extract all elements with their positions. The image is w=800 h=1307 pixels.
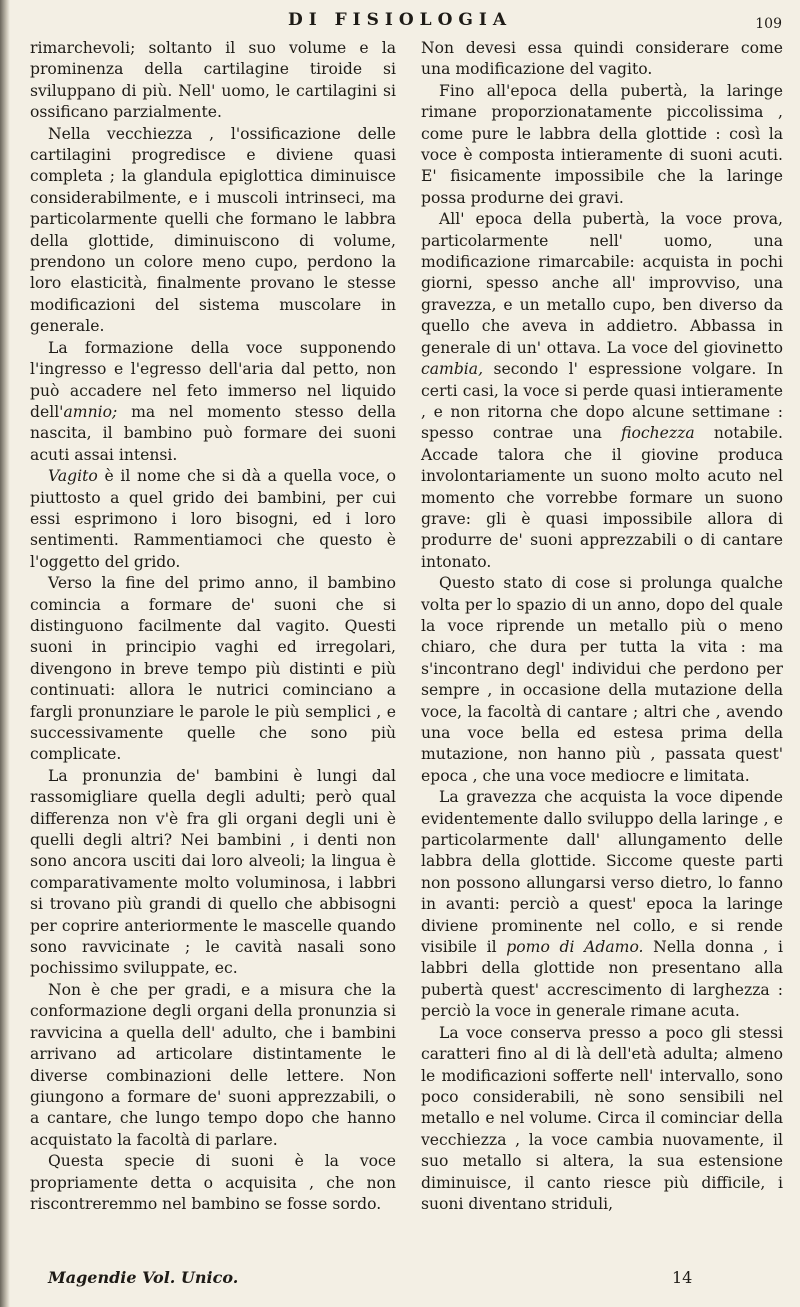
text-run: notabile. Accade talora che il giovine produca involontariamente un suono molto acuto nel momento che vorrebbe formare un suono grave: gli è quasi impossibile allora di produrre de' suoni apprezzabili o di cantare intonato. — [421, 424, 783, 571]
running-head — [0, 10, 800, 36]
text-run: ma nel momento stesso della nascita, il bambino può formare dei suoni acuti assai intensi. — [30, 402, 396, 464]
paragraph: La pronunzia de' bambini è lungi dal rassomigliare quella degli adulti; però qual differenza non v'è fra gli organi degli uni è quelli degli altri? Nei bambini , i denti non sono ancora usciti dai loro alveoli; la lingua è comparativamente molto voluminosa, i labbri si trovano più grandi di quello che abbisogni per coprire anteriormente le mascelle quando sono ravvicinate ; le cavità nasali sono pochissimo sviluppate, ec. — [30, 766, 396, 978]
paragraph: rimarchevoli; soltanto il suo volume e la prominenza della cartilagine tiroide si sviluppano di più. Nell' uomo, le cartilagini si ossificano parzialmente. — [30, 39, 396, 122]
italic-term: cambia, — [421, 360, 484, 379]
paragraph: Non devesi essa quindi considerare come una modificazione del vagito. — [421, 39, 783, 79]
right-column — [421, 38, 783, 1215]
paragraph: Fino all'epoca della pubertà, la laringe rimane proporzionatamente piccolissima , come pure le labbra della glottide : così la voce è composta intieramente di suoni acuti. E' fisicamente impossibile che la laringe possa produrne dei gravi. — [421, 81, 783, 207]
signature-mark: Magendie Vol. Unico. — [48, 1268, 239, 1287]
paragraph — [421, 209, 783, 573]
paragraph: Non è che per gradi, e a misura che la conformazione degli organi della pronunzia si ravvicina a quella dell' adulto, che i bambini arrivano ad articolare distintamente le diverse combinazioni delle lettere. Non giungono a formare de' suoni apprezzabili, o a cantare, che lungo tempo dopo che hanno acquistato la facoltà di parlare. — [30, 980, 396, 1149]
binding-shadow — [0, 0, 10, 1307]
paragraph: Questo stato di cose si prolunga qualche volta per lo spazio di un anno, dopo del quale la voce riprende un metallo più o meno chiaro, che dura per tutta la vita : ma s'incontrano degl' individui che perdono per sempre , in occasione della mutazione della voce, la facoltà di cantare ; altri che , avendo una voce bella ed estesa prima della mutazione, non hanno più , passata quest' epoca , che una voce mediocre e limitata. — [421, 574, 783, 785]
running-head-title: DI FISIOLOGIA — [287, 10, 513, 30]
paragraph: Questa specie di suoni è la voce propriamente detta o acquisita , che non riscontreremmo nel bambino se fosse sordo. — [30, 1152, 396, 1213]
paragraph: La voce conserva presso a poco gli stessi caratteri fino al di là dell'età adulta; almeno le modificazioni sofferte nell' intervallo, sono poco considerabili, nè sono sensibili nel metallo e nel volume. Circa il cominciar della vecchiezza , la voce cambia nuovamente, il suo metallo si altera, la sua estensione diminuisce, il canto riesce più difficile, i suoni diventano striduli, — [421, 1023, 783, 1213]
italic-term: amnio; — [63, 402, 118, 421]
italic-term: fiochezza — [621, 424, 695, 443]
text-run: secondo l' espressione volgare. In certi casi, la voce si perde quasi intieramente , e non ritorna che dopo alcune settimane : spesso contrae una — [421, 360, 783, 443]
paragraph — [30, 338, 396, 466]
paragraph: Nella vecchiezza , l'ossificazione delle cartilagini progredisce e diviene quasi completa ; la glandula epiglottica diminuisce considerabilmente, e i muscoli intrinseci, ma particolarmente quelli che formano le labbra della glottide, diminuiscono di volume, prendono un colore meno cupo, perdono la loro elasticità, finalmente provano le stesse modificazioni del sistema muscolare in generale. — [30, 124, 396, 336]
signature-number: 14 — [672, 1268, 693, 1287]
text-run: All' epoca della pubertà, la voce prova, particolarmente nell' uomo, una modificazione rimarcabile: acquista in pochi giorni, spesso anche all' improvviso, una gravezza, e un metallo cupo, ben diverso da quello che aveva in addietro. Abbassa in generale di un' ottava. La voce del giovinetto — [421, 210, 783, 357]
text-run: La gravezza che acquista la voce dipende evidentemente dallo sviluppo della laringe , e particolarmente dall' allungamento delle labbra della glottide. Siccome queste parti non possono allungarsi verso dietro, lo fanno in avanti: perciò a quest' epoca la laringe diviene prominente nel collo, e si rende visibile il — [421, 788, 783, 957]
italic-term: Vagito — [48, 467, 98, 486]
left-column — [30, 38, 396, 1215]
paragraph: Verso la fine del primo anno, il bambino comincia a formare de' suoni che si distinguono facilmente dal vagito. Questi suoni in principio vaghi ed irregolari, divengono in breve tempo più distinti e più continuati: allora le nutrici cominciano a fargli pronunziare le parole le più semplici , e successivamente quelle che sono più complicate. — [30, 574, 396, 764]
text-run: è il nome che si dà a quella voce, o piuttosto a quel grido dei bambini, per cui essi esprimono i loro bisogni, ed i loro sentimenti. Rammentiamoci che questo è l'oggetto del grido. — [30, 467, 396, 571]
page-number: 109 — [755, 16, 782, 32]
paragraph — [421, 787, 783, 1022]
text-run: Nella donna , i labbri della glottide non presentano alla pubertà quest' accrescimento di larghezza : perciò la voce in generale rimane acuta. — [421, 938, 783, 1021]
text-run: La formazione della voce supponendo l'ingresso e l'egresso dell'aria dal petto, non può accadere nel feto immerso nel liquido dell' — [30, 338, 396, 421]
italic-term: pomo di Adamo. — [506, 938, 644, 957]
paragraph — [30, 466, 396, 573]
